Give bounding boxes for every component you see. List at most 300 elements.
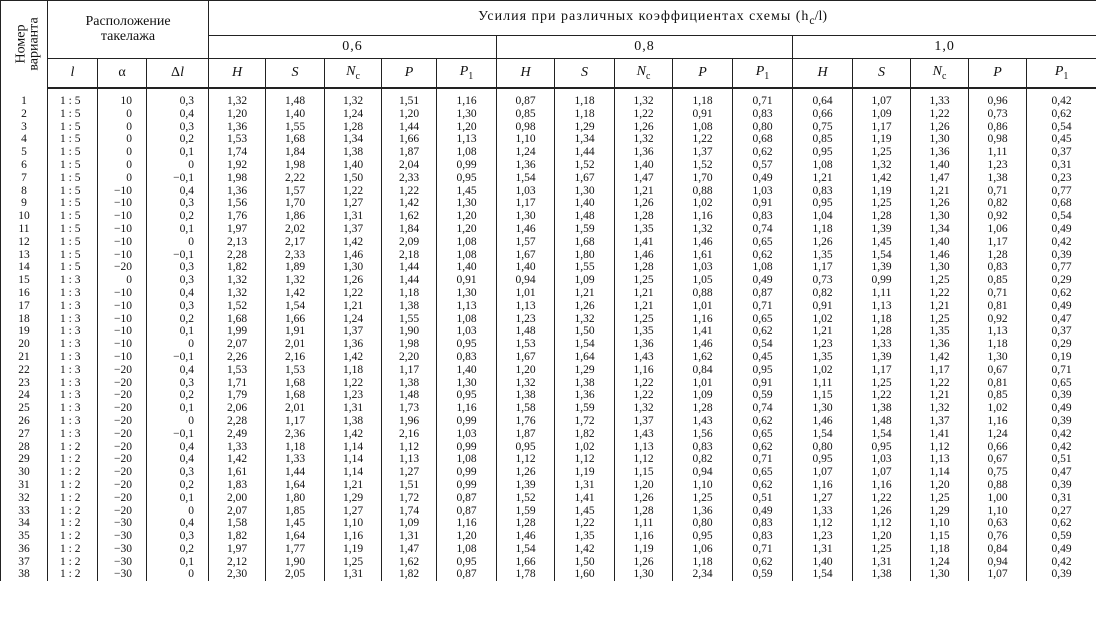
table-cell: 1,30 (555, 185, 615, 198)
table-cell: 1,59 (555, 223, 615, 236)
table-cell: 2,28 (209, 415, 266, 428)
table-cell: 1,29 (555, 364, 615, 377)
table-cell: 1,52 (497, 492, 555, 505)
table-cell: 1,00 (969, 492, 1027, 505)
table-cell: 2,04 (382, 159, 437, 172)
table-row (1, 236, 1096, 249)
table-cell: 0,65 (733, 428, 793, 441)
table-row (1, 543, 1096, 556)
table-cell: 1,34 (555, 133, 615, 146)
table-cell: 1,82 (382, 568, 437, 581)
table-cell: 1,30 (437, 287, 497, 300)
table-cell: 1,30 (911, 133, 969, 146)
table-cell: 1,18 (382, 287, 437, 300)
table-cell: 1,22 (673, 133, 733, 146)
table-cell: 1 : 5 (48, 108, 98, 121)
table-cell: 1,09 (853, 108, 911, 121)
table-cell: 1,02 (793, 313, 853, 326)
table-cell: 1,10 (673, 479, 733, 492)
table-cell: 1,73 (382, 402, 437, 415)
table-cell: 2,06 (209, 402, 266, 415)
table-cell: 0 (147, 568, 209, 581)
table-cell: 1 : 3 (48, 415, 98, 428)
table-cell: 1,26 (793, 236, 853, 249)
table-cell: 1,31 (382, 530, 437, 543)
table-cell: 1,51 (382, 479, 437, 492)
table-cell: 2,07 (209, 338, 266, 351)
table-cell: 1,31 (325, 568, 382, 581)
table-cell: 0,1 (147, 325, 209, 338)
table-cell: 0,1 (147, 223, 209, 236)
table-cell: 1,13 (437, 133, 497, 146)
table-cell: 0,42 (1027, 441, 1096, 454)
table-cell: 1,54 (266, 300, 325, 313)
header-variant-number (1, 1, 48, 89)
table-cell: 0,1 (147, 402, 209, 415)
table-cell: 1,03 (437, 428, 497, 441)
table-cell: −10 (98, 249, 147, 262)
table-cell: 1,32 (615, 402, 673, 415)
table-cell: 1,59 (497, 505, 555, 518)
table-cell: 2,26 (209, 351, 266, 364)
table-cell: 1,98 (209, 172, 266, 185)
table-cell: 0,73 (969, 108, 1027, 121)
table-cell: 1,13 (437, 300, 497, 313)
table-cell: 1,03 (733, 185, 793, 198)
table-cell: 1,08 (733, 261, 793, 274)
table-cell: 1,98 (382, 338, 437, 351)
table-cell: 1,32 (853, 159, 911, 172)
table-cell: 1 : 2 (48, 441, 98, 454)
table-cell: 0,29 (1027, 274, 1096, 287)
table-cell: 1,18 (555, 108, 615, 121)
table-cell: 1,54 (853, 249, 911, 262)
header-col-l: l (48, 59, 98, 89)
table-cell: 0,49 (733, 274, 793, 287)
table-cell: 1 : 2 (48, 568, 98, 581)
table-row (1, 568, 1096, 581)
table-cell: 1,38 (382, 377, 437, 390)
table-cell: 1,30 (437, 377, 497, 390)
table-cell: 0 (147, 236, 209, 249)
table-cell: 0,42 (1027, 88, 1096, 108)
table-cell: 1 : 3 (48, 351, 98, 364)
table-cell: 1,39 (497, 479, 555, 492)
table-cell: 1,17 (853, 364, 911, 377)
table-cell: 1,16 (615, 364, 673, 377)
table-cell: 0,49 (1027, 543, 1096, 556)
table-cell: 0,99 (437, 441, 497, 454)
header-sub-3-5 (1027, 59, 1096, 89)
table-cell: 0,88 (969, 479, 1027, 492)
table-cell: 2,09 (382, 236, 437, 249)
table-cell: 0,95 (673, 530, 733, 543)
table-cell: 1,46 (325, 249, 382, 262)
table-cell: 1,38 (497, 389, 555, 402)
table-cell: 1,86 (266, 210, 325, 223)
table-cell: 1,02 (555, 441, 615, 454)
table-cell: 1,51 (382, 88, 437, 108)
table-cell: 0,19 (1027, 351, 1096, 364)
table-cell: 1,17 (266, 415, 325, 428)
table-cell: 0,3 (147, 377, 209, 390)
table-cell: 1,37 (325, 325, 382, 338)
table-cell: 1,48 (555, 210, 615, 223)
table-row (1, 402, 1096, 415)
table-cell: 1,92 (209, 159, 266, 172)
table-cell: 1,35 (615, 325, 673, 338)
table-cell: 1 : 5 (48, 249, 98, 262)
table-cell: 0,95 (437, 556, 497, 569)
table-cell: 1,23 (969, 159, 1027, 172)
header-sub-label: P (459, 64, 469, 80)
header-sub-2-2 (555, 59, 615, 89)
table-row (1, 223, 1096, 236)
table-cell: 1,50 (555, 325, 615, 338)
table-cell: 1,08 (437, 313, 497, 326)
table-cell: 1,19 (615, 543, 673, 556)
table-cell: 1 : 5 (48, 223, 98, 236)
table-cell: 0,3 (147, 261, 209, 274)
table-cell: −10 (98, 351, 147, 364)
table-cell: 1,36 (209, 185, 266, 198)
table-cell: 0,88 (673, 287, 733, 300)
variant-number-cell: 36 (1, 543, 48, 556)
table-cell: 1,30 (325, 261, 382, 274)
table-cell: 1,74 (382, 505, 437, 518)
table-cell: 1,22 (853, 492, 911, 505)
header-rigging-layout-text: Расположение такелажа (85, 14, 171, 44)
variant-number-cell: 24 (1, 389, 48, 402)
header-rigging-layout (48, 1, 209, 59)
table-cell: 1,23 (325, 389, 382, 402)
table-cell: 1,21 (793, 325, 853, 338)
table-cell: 1,67 (497, 351, 555, 364)
table-cell: 1,36 (555, 389, 615, 402)
table-cell: 1,18 (673, 556, 733, 569)
table-cell: 1,42 (555, 543, 615, 556)
table-cell: 1,28 (325, 121, 382, 134)
table-cell: 1,22 (853, 389, 911, 402)
variant-number-cell: 22 (1, 364, 48, 377)
table-cell: 1,21 (615, 300, 673, 313)
table-cell: −20 (98, 415, 147, 428)
table-cell: 1,84 (266, 146, 325, 159)
table-cell: 0,59 (733, 568, 793, 581)
table-cell: 1,02 (673, 197, 733, 210)
table-cell: 0,45 (1027, 133, 1096, 146)
table-cell: 1 : 2 (48, 492, 98, 505)
table-cell: 1,80 (266, 492, 325, 505)
table-cell: 0,80 (673, 517, 733, 530)
table-cell: 1,39 (853, 261, 911, 274)
table-cell: 1,21 (325, 300, 382, 313)
table-cell: 1,21 (911, 300, 969, 313)
table-cell: 1,90 (266, 556, 325, 569)
table-row (1, 351, 1096, 364)
variant-number-cell: 32 (1, 492, 48, 505)
table-cell: 1,31 (325, 210, 382, 223)
header-sub-label: H (817, 65, 828, 80)
table-cell: 2,16 (382, 428, 437, 441)
table-cell: 1,26 (911, 121, 969, 134)
table-cell: 1,26 (555, 300, 615, 313)
table-cell: 1,09 (673, 389, 733, 402)
table-cell: 1 : 3 (48, 338, 98, 351)
table-cell: 1,16 (673, 313, 733, 326)
table-cell: 1,58 (209, 517, 266, 530)
variant-number-cell: 16 (1, 287, 48, 300)
table-cell: 1,53 (209, 133, 266, 146)
variant-number-cell: 12 (1, 236, 48, 249)
table-cell: 1 : 3 (48, 300, 98, 313)
table-cell: 0,88 (673, 185, 733, 198)
table-cell: 1,54 (793, 568, 853, 581)
table-cell: 1,12 (793, 517, 853, 530)
table-cell: 0,42 (1027, 428, 1096, 441)
table-cell: 0,85 (497, 108, 555, 121)
table-cell: 1,59 (555, 402, 615, 415)
table-row (1, 159, 1096, 172)
table-row (1, 287, 1096, 300)
table-cell: 0,71 (733, 88, 793, 108)
table-cell: 1,43 (615, 428, 673, 441)
table-cell: 1,02 (969, 402, 1027, 415)
table-cell: 0,47 (1027, 313, 1096, 326)
table-cell: 0,57 (733, 159, 793, 172)
table-cell: 1,97 (209, 223, 266, 236)
table-row (1, 313, 1096, 326)
table-cell: 0 (147, 159, 209, 172)
table-cell: 0,71 (733, 453, 793, 466)
table-cell: 1,06 (673, 543, 733, 556)
table-cell: 1,25 (673, 492, 733, 505)
header-sub-label: S (878, 65, 885, 80)
table-cell: 1,46 (911, 249, 969, 262)
table-cell: 1,16 (615, 530, 673, 543)
table-cell: 0,3 (147, 530, 209, 543)
table-cell: 1,52 (673, 159, 733, 172)
table-cell: 0,81 (969, 377, 1027, 390)
table-cell: −10 (98, 236, 147, 249)
table-cell: 1,41 (673, 325, 733, 338)
table-cell: 1,54 (793, 428, 853, 441)
table-cell: 1,16 (437, 88, 497, 108)
table-cell: 1,40 (911, 159, 969, 172)
table-cell: −20 (98, 428, 147, 441)
table-cell: 1,79 (209, 389, 266, 402)
table-cell: 0,77 (1027, 185, 1096, 198)
table-cell: 1,67 (555, 172, 615, 185)
table-cell: 1,16 (325, 530, 382, 543)
table-cell: 1,20 (382, 108, 437, 121)
table-cell: 0,1 (147, 556, 209, 569)
header-col-alpha: α (98, 59, 147, 89)
table-cell: 0 (98, 159, 147, 172)
table-cell: 1,20 (437, 121, 497, 134)
table-cell: 1,44 (266, 466, 325, 479)
table-cell: 1,42 (266, 287, 325, 300)
variant-number-cell: 30 (1, 466, 48, 479)
table-cell: −20 (98, 466, 147, 479)
table-cell: 1,22 (325, 287, 382, 300)
table-cell: 1,50 (555, 556, 615, 569)
table-cell: 1,82 (209, 530, 266, 543)
table-cell: 0,2 (147, 133, 209, 146)
table-cell: 0,71 (969, 185, 1027, 198)
table-cell: 1,25 (853, 543, 911, 556)
table-cell: 1,61 (209, 466, 266, 479)
table-cell: 0,39 (1027, 479, 1096, 492)
table-row (1, 517, 1096, 530)
table-cell: −30 (98, 530, 147, 543)
table-cell: 1 : 5 (48, 185, 98, 198)
variant-number-cell: 4 (1, 133, 48, 146)
table-cell: 0,54 (1027, 121, 1096, 134)
header-sub-label: P (755, 64, 765, 80)
table-cell: 1,24 (497, 146, 555, 159)
table-cell: 1,08 (673, 121, 733, 134)
table-cell: 0,87 (437, 568, 497, 581)
table-cell: 0,23 (1027, 172, 1096, 185)
table-cell: 1,30 (969, 351, 1027, 364)
table-cell: 0 (98, 172, 147, 185)
table-cell: 0,2 (147, 389, 209, 402)
table-cell: 0,95 (733, 364, 793, 377)
table-cell: 0,95 (437, 172, 497, 185)
table-cell: 0,80 (793, 441, 853, 454)
header-sub-label: H (520, 65, 531, 80)
table-cell: 1,03 (673, 261, 733, 274)
table-cell: 1,14 (325, 441, 382, 454)
table-cell: 1,68 (266, 389, 325, 402)
table-cell: 0,95 (437, 338, 497, 351)
table-cell: 1,21 (911, 389, 969, 402)
variant-number-cell: 38 (1, 568, 48, 581)
table-cell: 1 : 3 (48, 402, 98, 415)
table-row (1, 146, 1096, 159)
table-cell: 1,27 (793, 492, 853, 505)
header-sub-label: N (636, 64, 646, 80)
table-cell: 0,95 (793, 146, 853, 159)
table-cell: 1,55 (382, 313, 437, 326)
table-cell: 0,54 (733, 338, 793, 351)
table-cell: 0,62 (1027, 287, 1096, 300)
table-cell: 0,63 (969, 517, 1027, 530)
table-cell: 1,67 (497, 249, 555, 262)
table-cell: 1,16 (673, 210, 733, 223)
table-cell: 0,84 (969, 543, 1027, 556)
variant-number-cell: 8 (1, 185, 48, 198)
table-row (1, 249, 1096, 262)
table-cell: 1,30 (911, 261, 969, 274)
table-cell: 1,43 (673, 415, 733, 428)
table-cell: 1,57 (497, 236, 555, 249)
table-cell: 1,35 (793, 249, 853, 262)
table-cell: 1 : 2 (48, 466, 98, 479)
table-cell: 1,16 (969, 415, 1027, 428)
table-cell: 0,39 (1027, 415, 1096, 428)
table-cell: 1,32 (615, 133, 673, 146)
table-cell: 1,21 (325, 479, 382, 492)
table-cell: 1 : 3 (48, 287, 98, 300)
table-cell: 1,64 (266, 479, 325, 492)
table-cell: 0,42 (1027, 556, 1096, 569)
table-cell: 1,46 (497, 530, 555, 543)
table-row (1, 428, 1096, 441)
table-cell: 0,83 (437, 351, 497, 364)
table-cell: 1,19 (555, 466, 615, 479)
table-cell: 0,42 (1027, 236, 1096, 249)
table-cell: 1,26 (325, 274, 382, 287)
table-cell: 0,4 (147, 517, 209, 530)
table-cell: 0,75 (793, 121, 853, 134)
table-cell: 1,11 (615, 517, 673, 530)
table-cell: −20 (98, 402, 147, 415)
variant-number-cell: 17 (1, 300, 48, 313)
table-cell: 1 : 5 (48, 121, 98, 134)
table-cell: 1,52 (209, 300, 266, 313)
variant-number-cell: 31 (1, 479, 48, 492)
table-cell: 1,24 (325, 108, 382, 121)
table-cell: 0,29 (1027, 338, 1096, 351)
table-cell: 1,09 (382, 517, 437, 530)
table-cell: 0,4 (147, 441, 209, 454)
table-row (1, 364, 1096, 377)
table-cell: 1 : 5 (48, 261, 98, 274)
table-row (1, 505, 1096, 518)
table-cell: 1,36 (615, 146, 673, 159)
table-row (1, 415, 1096, 428)
header-variant-number-text: Номер варианта (13, 16, 42, 71)
table-cell: 0,99 (437, 159, 497, 172)
table-cell: 1,08 (437, 249, 497, 262)
table-cell: 1,33 (266, 453, 325, 466)
table-cell: 1,71 (209, 377, 266, 390)
table-cell: 0,86 (969, 121, 1027, 134)
table-cell: 1,26 (497, 466, 555, 479)
table-cell: 1 : 3 (48, 274, 98, 287)
table-cell: 1,21 (555, 287, 615, 300)
header-sub-3-1 (793, 59, 853, 89)
table-cell: 1,25 (911, 313, 969, 326)
table-cell: 1,34 (325, 133, 382, 146)
table-cell: 1,26 (615, 197, 673, 210)
table-cell: 1,26 (615, 492, 673, 505)
variant-number-cell: 23 (1, 377, 48, 390)
table-cell: 1,44 (382, 274, 437, 287)
table-cell: 2,33 (266, 249, 325, 262)
table-cell: 1 : 5 (48, 133, 98, 146)
table-cell: 1,28 (853, 325, 911, 338)
table-cell: 1 : 3 (48, 313, 98, 326)
table-cell: 1,47 (382, 543, 437, 556)
table-cell: 1,18 (673, 88, 733, 108)
table-cell: 0,62 (733, 441, 793, 454)
table-cell: 1,66 (382, 133, 437, 146)
table-cell: 0,82 (673, 453, 733, 466)
table-cell: −20 (98, 492, 147, 505)
table-cell: 1,16 (437, 402, 497, 415)
table-row (1, 210, 1096, 223)
table-cell: 0,94 (497, 274, 555, 287)
table-cell: 1,15 (615, 466, 673, 479)
table-cell: 0,62 (1027, 108, 1096, 121)
table-cell: 0,99 (853, 274, 911, 287)
table-cell: 0,71 (1027, 364, 1096, 377)
table-cell: 1,01 (497, 287, 555, 300)
variant-number-cell: 28 (1, 441, 48, 454)
